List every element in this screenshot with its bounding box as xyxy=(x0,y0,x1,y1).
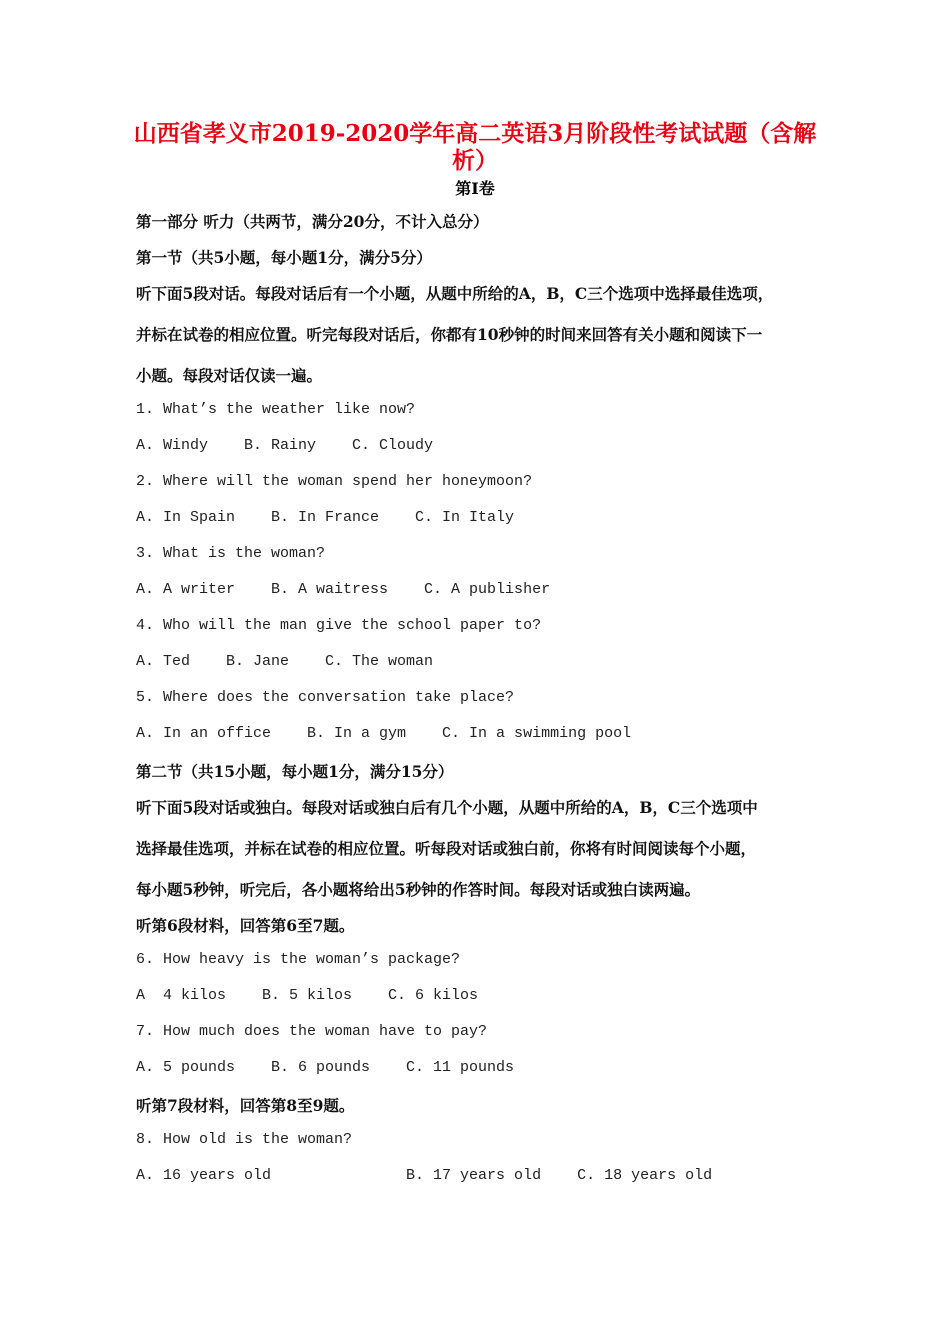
question-1-options: A. Windy B. Rainy C. Cloudy xyxy=(136,437,434,454)
question-3-options: A. A writer B. A waitress C. A publisher xyxy=(136,581,551,598)
question-1: 1. What’s the weather like now? xyxy=(136,401,416,418)
question-7-options: A. 5 pounds B. 6 pounds C. 11 pounds xyxy=(136,1059,515,1076)
section1-instruction-line: 小题。每段对话仅读一遍。 xyxy=(136,366,323,385)
volume-label: 第Ⅰ卷 xyxy=(455,179,495,198)
question-5-options: A. In an office B. In a gym C. In a swimming pool xyxy=(136,725,632,742)
material-6-heading: 听第6段材料，回答第6至7题。 xyxy=(136,916,355,935)
question-4: 4. Who will the man give the school paper to? xyxy=(136,617,542,634)
section2-instruction-line: 选择最佳选项，并标在试卷的相应位置。听每段对话或独白前，你将有时间阅读每个小题， xyxy=(136,839,757,858)
section1-heading: 第一节（共5小题，每小题1分，满分5分） xyxy=(136,248,432,267)
question-8-options: A. 16 years old B. 17 years old C. 18 years old xyxy=(136,1167,713,1184)
section2-instruction-line: 每小题5秒钟，听完后，各小题将给出5秒钟的作答时间。每段对话或独白读两遍。 xyxy=(136,880,701,899)
material-7-heading: 听第7段材料，回答第8至9题。 xyxy=(136,1096,355,1115)
section1-instruction-line: 听下面5段对话。每段对话后有一个小题，从题中所给的A，B，C三个选项中选择最佳选项， xyxy=(136,284,774,303)
question-3: 3. What is the woman? xyxy=(136,545,326,562)
question-8: 8. How old is the woman? xyxy=(136,1131,353,1148)
section2-instruction-line: 听下面5段对话或独白。每段对话或独白后有几个小题，从题中所给的A，B，C三个选项中 xyxy=(136,798,758,817)
question-5: 5. Where does the conversation take place? xyxy=(136,689,515,706)
part1-heading: 第一部分 听力（共两节，满分20分，不计入总分） xyxy=(136,212,489,231)
section2-heading: 第二节（共15小题，每小题1分，满分15分） xyxy=(136,762,454,781)
question-6: 6. How heavy is the woman’s package? xyxy=(136,951,461,968)
question-4-options: A. Ted B. Jane C. The woman xyxy=(136,653,434,670)
document-title: 山西省孝义市2019-2020学年高二英语3月阶段性考试试题（含解析） xyxy=(133,120,817,174)
question-2: 2. Where will the woman spend her honeymoon? xyxy=(136,473,533,490)
question-6-options: A 4 kilos B. 5 kilos C. 6 kilos xyxy=(136,987,479,1004)
section1-instruction-line: 并标在试卷的相应位置。听完每段对话后，你都有10秒钟的时间来回答有关小题和阅读下一 xyxy=(136,325,763,344)
question-2-options: A. In Spain B. In France C. In Italy xyxy=(136,509,515,526)
question-7: 7. How much does the woman have to pay? xyxy=(136,1023,488,1040)
